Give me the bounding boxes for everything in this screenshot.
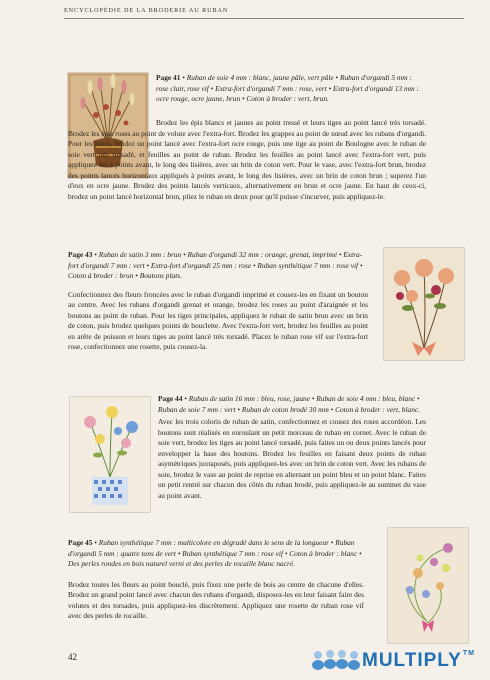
materials-text: • Ruban synthétique 7 mm : multicolore en dégradé dans le sens de la longueur • Ruban d'organdi 5 mm : quatre tons de vert • Ruban synthétique 7 mm : rose vif • Coton à broder : blanc • Des perles rondes en bois naturel verni et des perles de rocaille blanc nacré. xyxy=(68,538,362,569)
instructions-text: Avec les trois coloris de ruban de satin, confectionnez et cousez des roses accordéon. Les boutons sont réalisés en enroulant un petit morceau de ruban en cornet. Avec le ruban de soie vert, brodez les tiges au point lancé torsadé, puis faites un ou deux points lancés pour envelopper la base des boutons. Brodez les feuilles en faisant deux points de ruban asymétriques juxtaposés, puis appliquez-les avec un brin de coton vert. Avec les rubans de soie, brodez le vase au point de reprise en alternant un point bleu et un point blanc. Faites un petit rentré sur chacun des côtés du ruban brodé, puis appliquez-le au sommet du vase au point avant. xyxy=(158,417,426,500)
instructions-text: Brodez toutes les fleurs au point bouclé, puis fixez une perle de bois au centre de chacune d'elles. Brodez un grand point lancé avec chacun des rubans d'organdi, disposez-les en leur faisant faire des volutes et des torsades, puis appliquez-les discrètement. Appliquez une rosette de ruban rose vif avec des perles de rocaille. xyxy=(68,579,364,621)
page-number: 42 xyxy=(68,652,77,662)
instructions-text: Brodez les épis blancs et jaunes au point tressé et leurs tiges au point lancé très torsadé. Brodez les épis roses au point de volute avec l'extra-fort. Brodez les grappes au point de nœud avec les rubans d'organdi. Pour les joncs, brodez un point lancé avec l'extra-fort ocre rouge, puis une tige au point de Boulogne avec le ruban de soie vert très torsadé, et feuilles au point de ruban. Brodez les feuilles au point lancé avec l'extra-fort vert, puis appliquez-les à points avant, le long des lisières, avec un brin de coton vert. Pour le vase, avec l'extra-fort brun, brodez des points lancés horizontaux appliqués à points avant, le long des lisières, avec un brin de coton brun ; superez l'un d'eux en ocre jaune. Brodez des points lancés verticaux, alternativement en brun et ocre jaune. En haut de ceux-ci, brodez un point lancé horizontal brun, pliez le ruban en deux pour qu'il puisse s'incurver, puis appliquez-le. xyxy=(68,118,426,201)
section-page-45 xyxy=(68,538,364,622)
page-label: Page 43 xyxy=(68,250,93,259)
materials-text: • Ruban de satin 16 mm : bleu, rose, jaune • Ruban de soie 4 mm : bleu, blanc • Ruban de soie 7 mm : vert • Ruban de coton brodé 30 mm • Coton à broder : vert, blanc. xyxy=(158,394,421,414)
page-label: Page 41 xyxy=(156,73,181,82)
multiply-logo xyxy=(310,648,475,674)
page-label: Page 45 xyxy=(68,538,93,547)
materials-text: • Ruban de soie 4 mm : blanc, jaune pâle, vert pâle • Ruban d'organdi 5 mm : rose clair, rose vif • Extra-fort d'organdi 7 mm : rose, vert • Extra-fort d'organdi 13 mm : ocre rouge, ocre jaune, brun • Coton à broder : vert, brun. xyxy=(156,73,419,104)
instructions-text: Confectionnez des fleurs froncées avec le ruban d'organdi imprimé et cousez-les en fixant un bouton au centre. Avec les rubans d'organdi grenat et orange, brodez les roses au point d'araignée et les boutons au point de ruban. Pour les tiges principales, appliquez le ruban de satin brun avec un brin de coton, puis brodez quelques points de bouclette. Avec l'extra-fort vert, brodez les feuilles au point en arête de poisson et leurs tiges au point lancé très torsadé. Placez le ruban rose vif sur l'extra-fort rose, confectionnez une rosette, puis cousez-la. xyxy=(68,289,368,352)
running-header: ENCYCLOPÉDIE DE LA BRODERIE AU RUBAN xyxy=(64,7,229,14)
photo-flower-bouquet xyxy=(384,248,464,360)
photo-roses-basket xyxy=(70,397,150,512)
section-page-41 xyxy=(156,73,426,105)
materials-list xyxy=(68,538,364,570)
page-label: Page 44 xyxy=(158,394,183,403)
section-page-43 xyxy=(68,250,368,353)
logo-wordmark: MULTIPLY™ xyxy=(362,650,475,671)
materials-list xyxy=(68,250,368,282)
materials-list xyxy=(158,394,426,415)
body-page-41 xyxy=(68,118,426,202)
materials-text: • Ruban de satin 3 mm : brun • Ruban d'organdi 32 mm : orange, grenat, imprimé • Extra-fort d'organdi 7 mm : vert • Extra-fort d'organdi 25 mm : rose • Ruban synthétique 7 mm : rose vif • Coton à broder : brun • Boutons plats. xyxy=(68,250,363,281)
materials-list xyxy=(156,73,426,105)
section-page-44 xyxy=(158,394,426,501)
header-rule xyxy=(64,18,464,19)
photo-ribbon-flowers xyxy=(388,528,468,643)
people-icon xyxy=(310,648,360,672)
